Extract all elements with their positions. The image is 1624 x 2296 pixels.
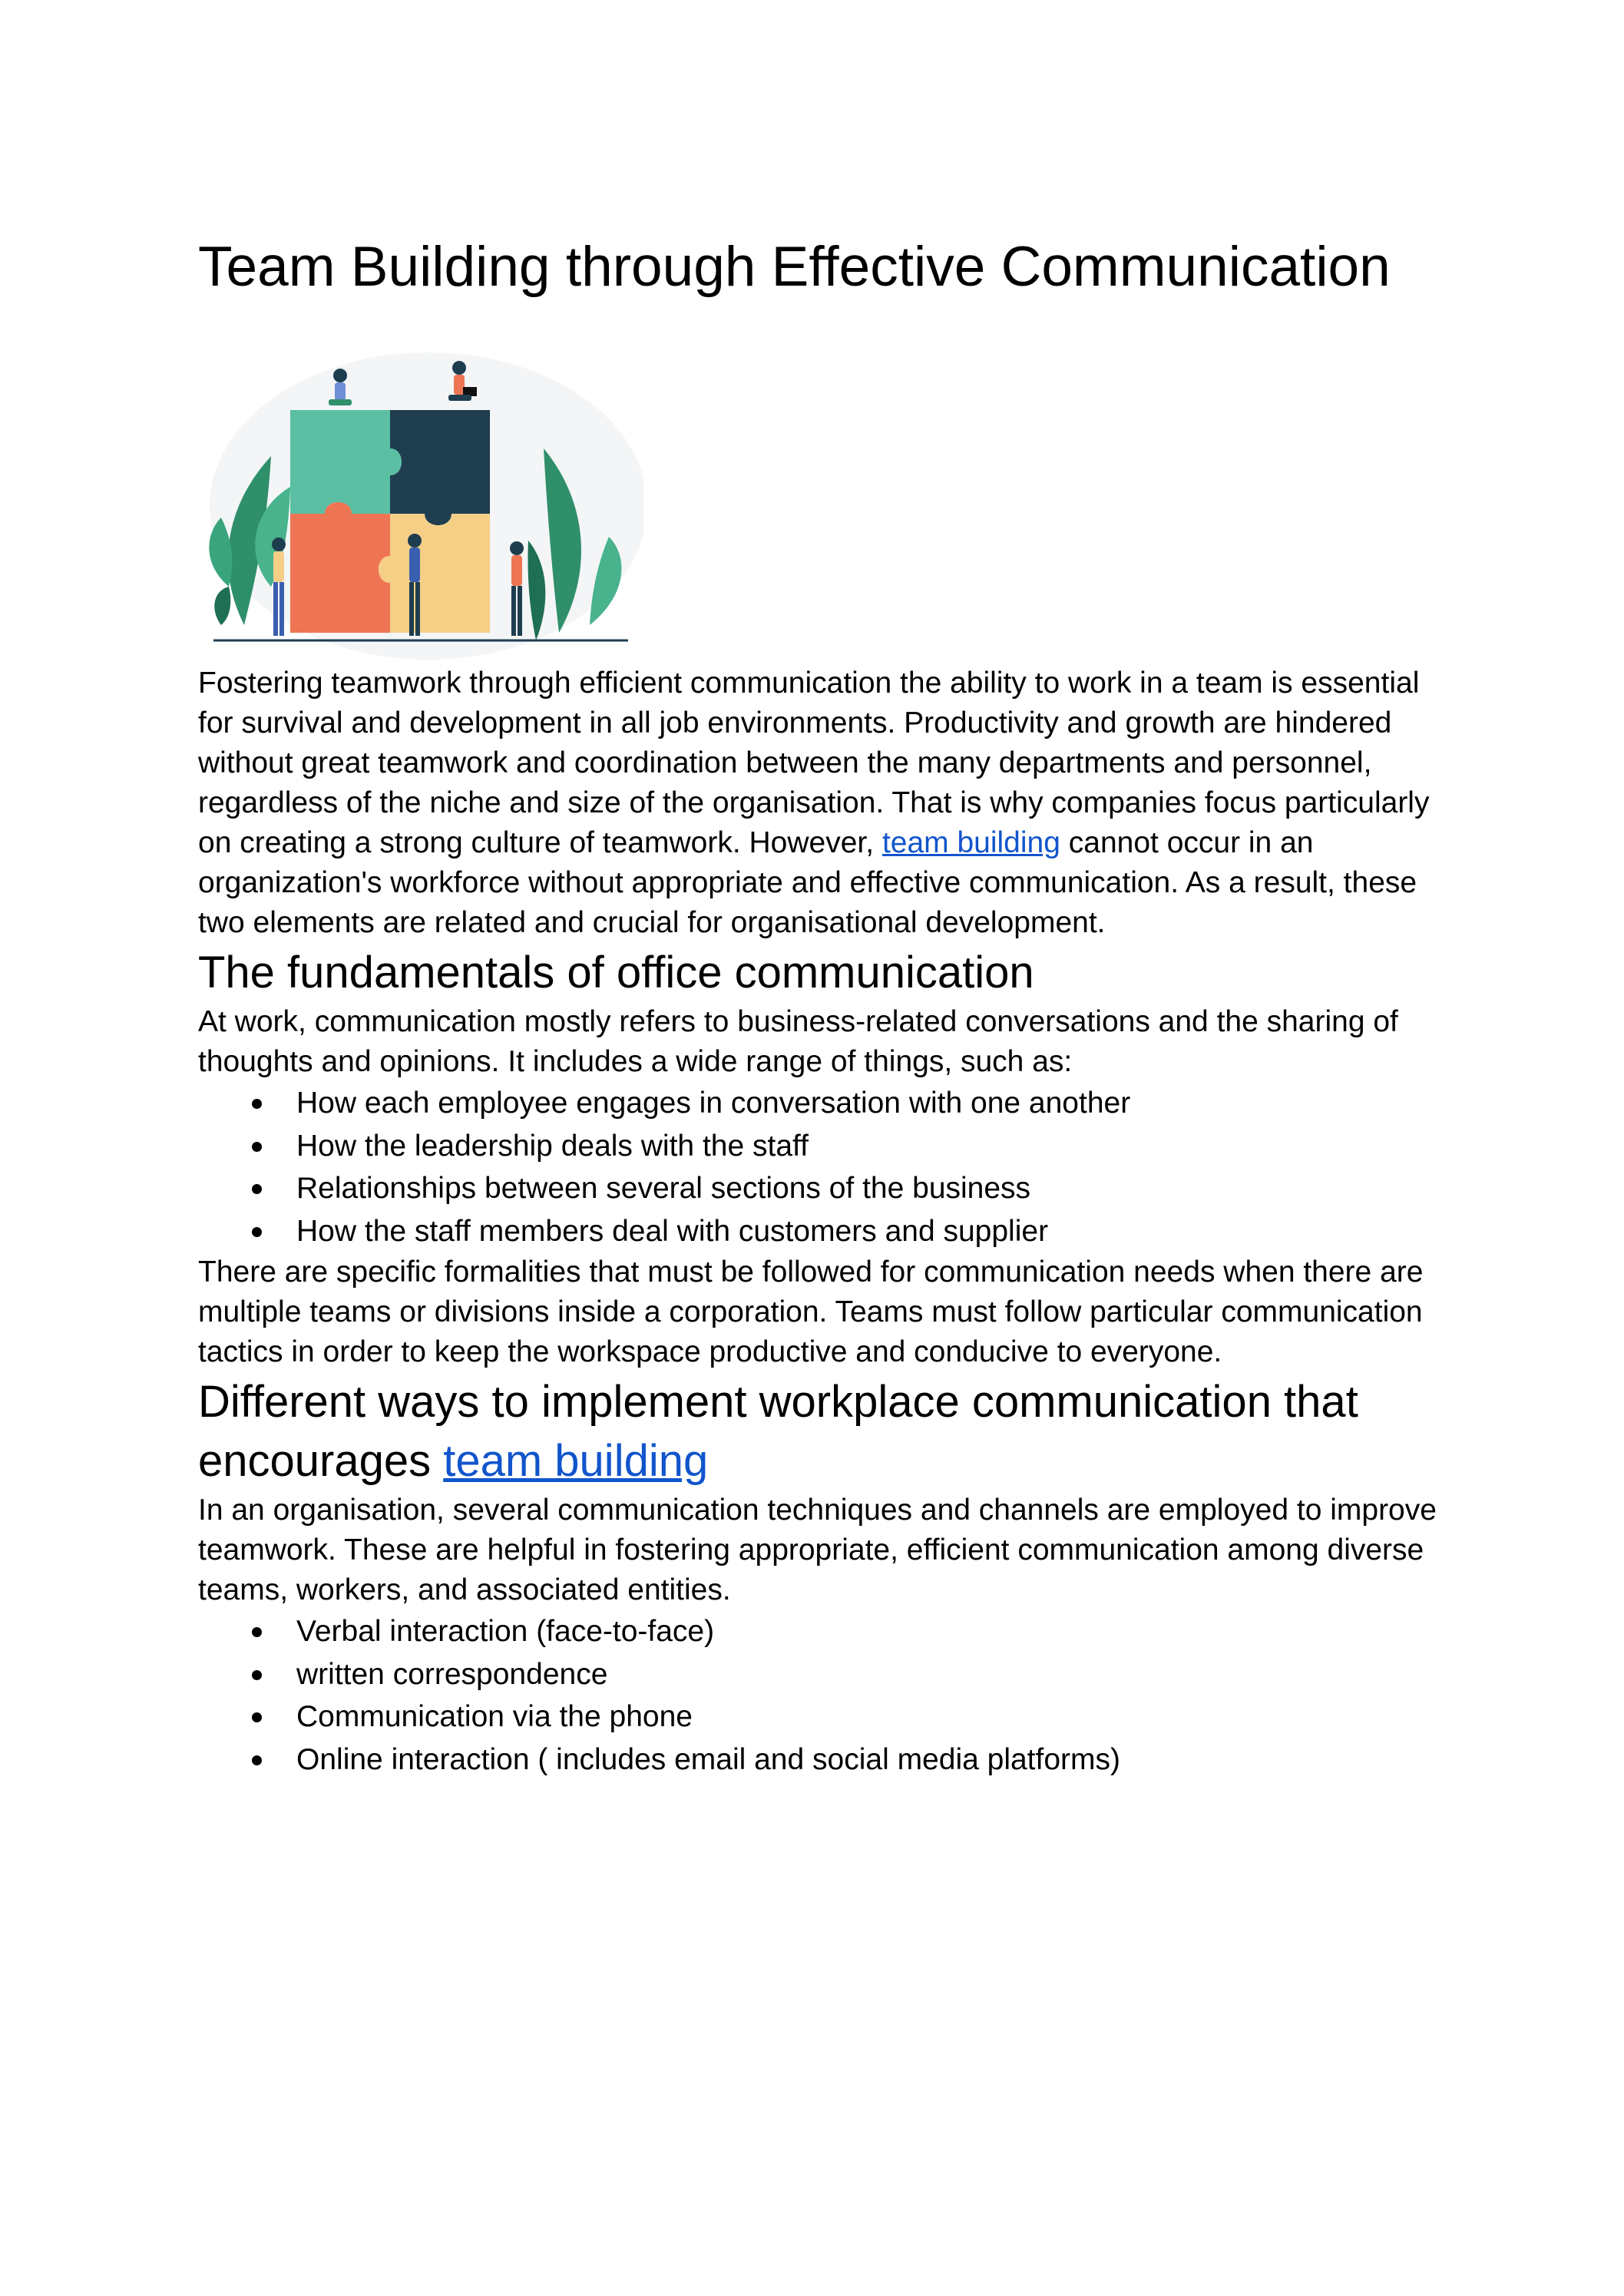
bullet-icon [252,1755,262,1765]
fundamentals-heading: The fundamentals of office communication [198,948,1034,997]
list-item: How the staff members deal with customers and supplier [198,1210,1457,1253]
ways-heading: Different ways to implement workplace communication that encourages team building [198,1377,1358,1486]
document-page [198,230,1457,1781]
fundamentals-closing-paragraph: There are specific formalities that must be followed for communication needs when there are multiple teams or divisions inside a corporation. Teams must follow particular communication tactics in order to keep the workspace productive and conducive to everyone. [198,1256,1424,1368]
bullet-icon [252,1142,262,1152]
list-item: How each employee engages in conversation with one another [198,1082,1457,1125]
ways-bullet-list [198,1610,1457,1781]
team-building-heading-link[interactable]: team building [443,1436,709,1486]
bullet-icon [252,1627,262,1637]
bullet-icon [252,1227,262,1237]
list-item: How the leadership deals with the staff [198,1125,1457,1168]
bullet-icon [252,1712,262,1722]
document-title: Team Building through Effective Communication [198,236,1391,298]
team-building-link[interactable]: team building [881,826,1060,859]
bullet-icon [252,1184,262,1194]
bullet-icon [252,1670,262,1680]
list-item: Relationships between several sections of the business [198,1167,1457,1210]
list-item: Verbal interaction (face-to-face) [198,1610,1457,1653]
fundamentals-paragraph: At work, communication mostly refers to business-related conversations and the sharing of thoughts and opinions. It includes a wide range of things, such as: [198,1005,1398,1078]
team-puzzle-illustration-icon [198,333,643,663]
list-item: Communication via the phone [198,1696,1457,1739]
fundamentals-bullet-list [198,1082,1457,1252]
intro-paragraph: Fostering teamwork through efficient communication the ability to work in a team is essential for survival and development in all job environments. Productivity and growth are hindered without great teamwork and coordination between the many departments and personnel, regardless of the niche and size of the organisation. That is why companies focus particularly on creating a strong culture of teamwork. However, team building cannot occur in an organization's workforce without appropriate and effective communication. As a result, these two elements are related and crucial for organisational development. [198,667,1430,939]
list-item: Online interaction ( includes email and social media platforms) [198,1739,1457,1782]
ways-paragraph: In an organisation, several communication techniques and channels are employed to improve teamwork. These are helpful in fostering appropriate, efficient communication among diverse teams, workers, and associated entities. [198,1494,1437,1606]
list-item: written correspondence [198,1653,1457,1696]
bullet-icon [252,1099,262,1109]
